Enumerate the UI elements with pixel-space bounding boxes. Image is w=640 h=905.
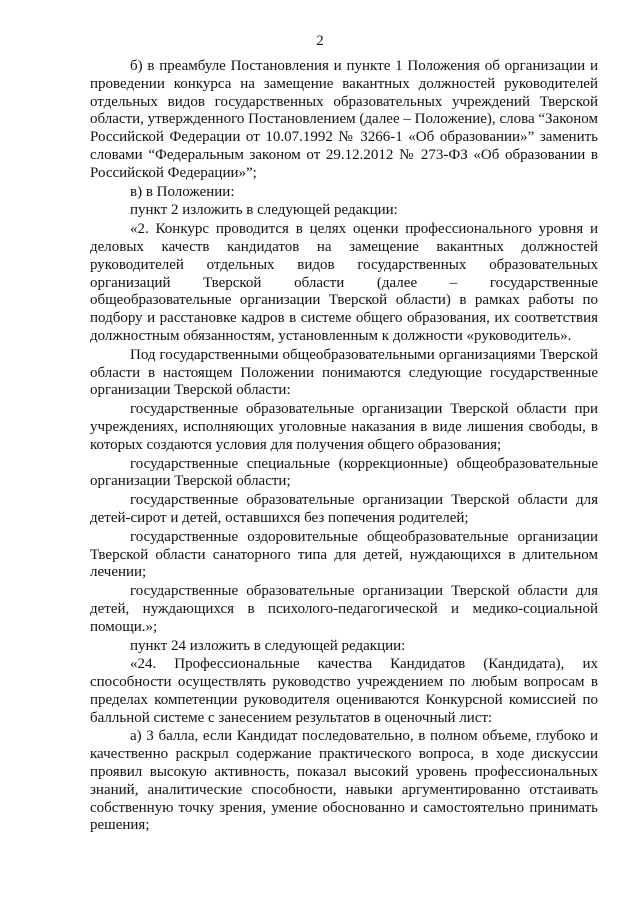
list-item-org-5: государственные образовательные организации Тверской области для детей, нуждающихся в психолого-педагогической и медико-социальной помощи.»; [90, 583, 598, 635]
list-item-org-3: государственные образовательные организации Тверской области для детей-сирот и детей, оставшихся без попечения родителей; [90, 492, 598, 526]
page-number: 2 [316, 33, 324, 49]
paragraph-amendment-v: в) в Положении: [130, 183, 235, 200]
document-body [90, 58, 598, 836]
list-item-org-1: государственные образовательные организации Тверской области при учреждениях, исполняющих уголовные наказания в виде лишения свободы, в которых создаются условия для получения общего образования; [90, 401, 598, 453]
paragraph-definition: Под государственными общеобразовательными организациями Тверской области в настоящем Положении понимаются следующие государственные организации Тверской области: [90, 346, 598, 399]
paragraph-point-24-a: а) 3 балла, если Кандидат последовательно, в полном объеме, глубоко и качественно раскрыл содержание практического вопроса, в ходе дискуссии проявил высокую активность, показал высокий уровень профессиональных знаний, аналитические способности, навыки аргументированно отстаивать собственную точку зрения, умение обоснованно и самостоятельно принимать решения; [90, 728, 598, 834]
paragraph-amendment-b: б) в преамбуле Постановления и пункте 1 Положения об организации и проведении конкурса на замещение вакантных должностей руководителей отдельных видов государственных образовательных учреждений Тверской области, утвержденного Постановлением (далее – Положение), слова “Законом Российской Федерации от 10.07.1992 № 3266-1 «Об образовании»” заменить словами “Федеральным законом от 29.12.2012 № 273-ФЗ «Об образовании в Российской Федерации»”; [90, 58, 598, 181]
list-item-org-2: государственные специальные (коррекционные) общеобразовательные организации Тверской области; [90, 455, 598, 490]
paragraph-point-24-intro: пункт 24 изложить в следующей редакции: [130, 637, 406, 654]
paragraph-point-24-text: «24. Профессиональные качества Кандидатов (Кандидата), их способности осуществлять руководство учреждением по любым вопросам в пределах компетенции руководителя оцениваются Конкурсной комиссией по балльной системе с занесением результатов в оценочный лист: [90, 656, 598, 726]
list-item-org-4: государственные оздоровительные общеобразовательные организации Тверской области санаторного типа для детей, нуждающихся в длительном лечении; [90, 528, 598, 581]
paragraph-point-2-text: «2. Конкурс проводится в целях оценки профессионального уровня и деловых качеств кандидатов на замещение вакантных должностей руководителей отдельных видов государственных образовательных организаций Тверской области (далее – государственные общеобразовательные организации Тверской области) в рамках работы по подбору и расстановке кадров в системе общего образования, их соответствия должностным обязанностям, установленным к должности «руководитель». [90, 221, 598, 344]
paragraph-point-2-intro: пункт 2 изложить в следующей редакции: [130, 202, 398, 219]
